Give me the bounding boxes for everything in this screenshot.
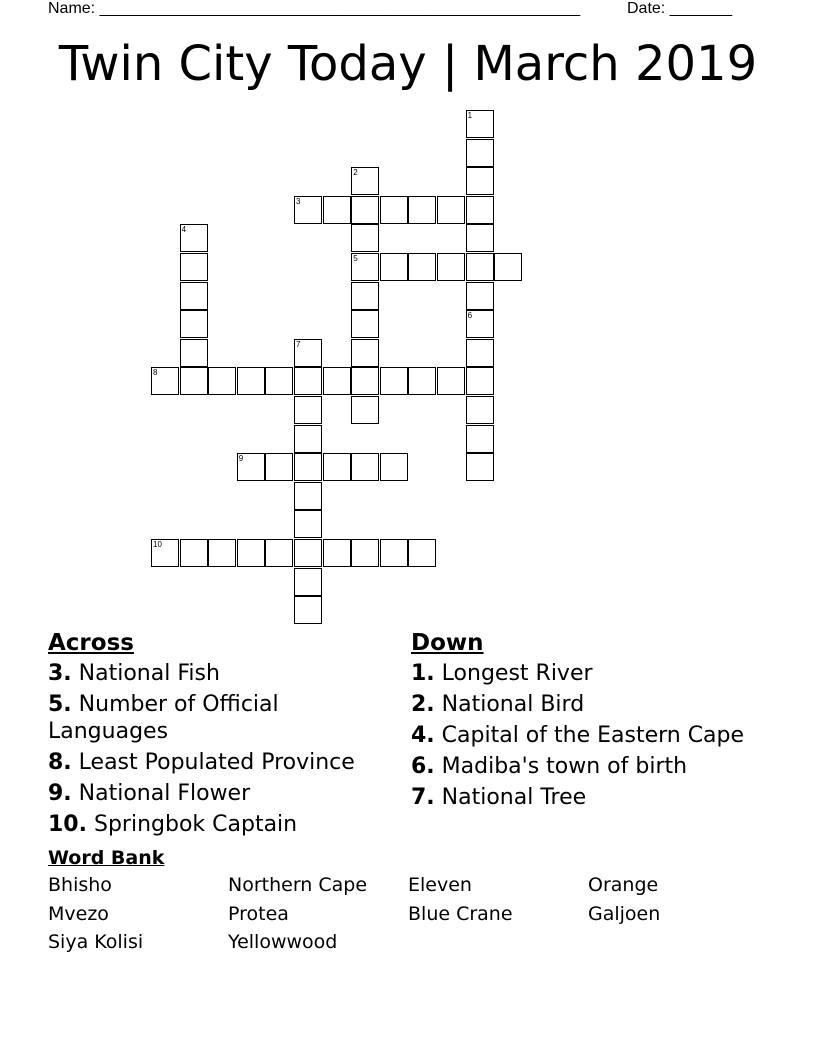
- word-bank-item: Orange: [588, 874, 659, 896]
- grid-cell[interactable]: [180, 253, 208, 281]
- clue-text: Number of Official Languages: [48, 692, 279, 744]
- grid-cell[interactable]: [323, 196, 351, 224]
- grid-cell[interactable]: [351, 282, 379, 310]
- grid-cell[interactable]: [380, 196, 408, 224]
- grid-cell[interactable]: [351, 224, 379, 252]
- clue-number: 9.: [48, 781, 72, 806]
- grid-cell[interactable]: [351, 367, 379, 395]
- clue-number-label: 6: [467, 311, 473, 321]
- grid-cell[interactable]: [380, 539, 408, 567]
- clue-number: 3.: [48, 661, 72, 686]
- clue-text: National Tree: [441, 785, 587, 810]
- clue-across-3: [48, 660, 393, 687]
- grid-cell[interactable]: [466, 396, 494, 424]
- clue-number: 8.: [48, 750, 72, 775]
- grid-cell[interactable]: [294, 596, 322, 624]
- grid-cell[interactable]: [466, 367, 494, 395]
- clue-number: 5.: [48, 692, 72, 717]
- clue-number: 10.: [48, 812, 87, 837]
- grid-cell[interactable]: [237, 539, 265, 567]
- clue-across-10: [48, 811, 393, 838]
- grid-cell[interactable]: [323, 367, 351, 395]
- clue-number: 1.: [411, 661, 435, 686]
- grid-cell[interactable]: [151, 367, 179, 395]
- grid-cell[interactable]: [351, 167, 379, 195]
- clue-number-label: 2: [353, 168, 358, 178]
- word-bank-item: Protea: [228, 902, 289, 925]
- grid-cell[interactable]: [408, 539, 436, 567]
- clue-down-6: [411, 753, 756, 780]
- clue-number: 6.: [411, 754, 435, 779]
- clue-text: National Flower: [78, 781, 251, 806]
- clue-across-8: [48, 749, 393, 776]
- clue-number-label: 8: [153, 368, 158, 378]
- clue-number-label: 1: [467, 111, 473, 120]
- clue-number-label: 10: [153, 540, 162, 549]
- grid-cell[interactable]: [294, 339, 322, 367]
- clue-down-1: [411, 660, 756, 687]
- grid-cell[interactable]: [237, 453, 265, 481]
- grid-cell[interactable]: [237, 367, 265, 395]
- word-bank-item: Mvezo: [48, 902, 109, 925]
- grid-cell[interactable]: [323, 539, 351, 567]
- grid-cell[interactable]: [294, 367, 322, 395]
- grid-cell[interactable]: [408, 367, 436, 395]
- grid-cell[interactable]: [466, 425, 494, 453]
- grid-cell[interactable]: [265, 453, 293, 481]
- clue-text: Longest River: [441, 661, 593, 686]
- date-field-label: Date: _______: [627, 0, 732, 17]
- grid-cell[interactable]: [351, 310, 379, 338]
- grid-cell[interactable]: [437, 367, 465, 395]
- word-bank: [48, 845, 768, 957]
- grid-cell[interactable]: [265, 367, 293, 395]
- clue-text: Least Populated Province: [78, 750, 355, 775]
- clue-number-label: 3: [296, 196, 301, 206]
- across-heading: Across: [48, 630, 134, 656]
- clue-down-7: [411, 784, 756, 811]
- grid-cell[interactable]: [351, 396, 379, 424]
- grid-cell[interactable]: [180, 367, 208, 395]
- word-bank-item: Siya Kolisi: [48, 931, 144, 953]
- grid-cell[interactable]: [351, 453, 379, 481]
- clue-number-label: 4: [181, 225, 187, 235]
- clue-number: 7.: [411, 785, 435, 810]
- grid-cell[interactable]: [208, 367, 236, 395]
- grid-cell[interactable]: [351, 196, 379, 224]
- word-bank-item: Bhisho: [48, 874, 112, 896]
- grid-cell[interactable]: [323, 453, 351, 481]
- clue-text: Madiba's town of birth: [441, 754, 688, 779]
- word-bank-item: Eleven: [408, 874, 472, 896]
- across-clues: [48, 628, 393, 842]
- down-clues: [411, 628, 756, 815]
- clue-text: National Fish: [78, 661, 220, 686]
- clue-across-5: [48, 691, 393, 745]
- grid-cell[interactable]: [466, 139, 494, 167]
- grid-cell[interactable]: [466, 110, 494, 138]
- word-bank-list: [48, 871, 768, 957]
- grid-cell[interactable]: [380, 453, 408, 481]
- grid-cell[interactable]: [180, 310, 208, 338]
- grid-cell[interactable]: [380, 367, 408, 395]
- grid-cell[interactable]: [351, 339, 379, 367]
- clue-text: National Bird: [441, 692, 585, 717]
- grid-cell[interactable]: [180, 539, 208, 567]
- clue-text: Capital of the Eastern Cape: [441, 723, 745, 748]
- clue-text: Springbok Captain: [93, 812, 298, 837]
- grid-cell[interactable]: [466, 224, 494, 252]
- grid-cell[interactable]: [466, 453, 494, 481]
- grid-cell[interactable]: [437, 196, 465, 224]
- grid-cell[interactable]: [265, 539, 293, 567]
- grid-cell[interactable]: [466, 339, 494, 367]
- word-bank-title: Word Bank: [48, 847, 165, 869]
- grid-cell[interactable]: [466, 167, 494, 195]
- grid-cell[interactable]: [466, 310, 494, 338]
- clue-across-9: [48, 780, 393, 807]
- grid-cell[interactable]: [466, 196, 494, 224]
- grid-cell[interactable]: [294, 510, 322, 538]
- grid-cell[interactable]: [351, 253, 379, 281]
- down-heading: Down: [411, 630, 484, 656]
- grid-cell[interactable]: [351, 539, 379, 567]
- clue-number-label: 7: [296, 339, 301, 349]
- grid-cell[interactable]: [180, 339, 208, 367]
- grid-cell[interactable]: [466, 253, 494, 281]
- clue-number-label: 5: [353, 254, 358, 263]
- clue-number-label: 9: [238, 454, 244, 464]
- word-bank-item: Northern Cape: [228, 874, 368, 896]
- clue-number: 4.: [411, 723, 435, 748]
- word-bank-item: Yellowwood: [228, 931, 338, 953]
- grid-cell[interactable]: [466, 282, 494, 310]
- grid-cell[interactable]: [294, 396, 322, 424]
- grid-cell[interactable]: [294, 453, 322, 481]
- grid-cell[interactable]: [180, 282, 208, 310]
- grid-cell[interactable]: [408, 253, 436, 281]
- grid-cell[interactable]: [294, 568, 322, 596]
- page-title: Twin City Today | March 2019: [58, 36, 758, 92]
- clue-down-2: [411, 691, 756, 718]
- word-bank-item: Galjoen: [588, 902, 661, 925]
- word-bank-item: Blue Crane: [408, 902, 513, 925]
- grid-cell[interactable]: [294, 196, 322, 224]
- grid-cell[interactable]: [494, 253, 522, 281]
- name-field-label: Name: ______________________________________________________: [48, 0, 581, 17]
- clue-down-4: [411, 722, 756, 749]
- grid-cell[interactable]: [437, 253, 465, 281]
- grid-cell[interactable]: [180, 224, 208, 252]
- grid-cell[interactable]: [208, 539, 236, 567]
- clue-number: 2.: [411, 692, 435, 717]
- grid-cell[interactable]: [294, 539, 322, 567]
- grid-cell[interactable]: [151, 539, 179, 567]
- grid-cell[interactable]: [294, 482, 322, 510]
- grid-cell[interactable]: [408, 196, 436, 224]
- grid-cell[interactable]: [294, 425, 322, 453]
- grid-cell[interactable]: [380, 253, 408, 281]
